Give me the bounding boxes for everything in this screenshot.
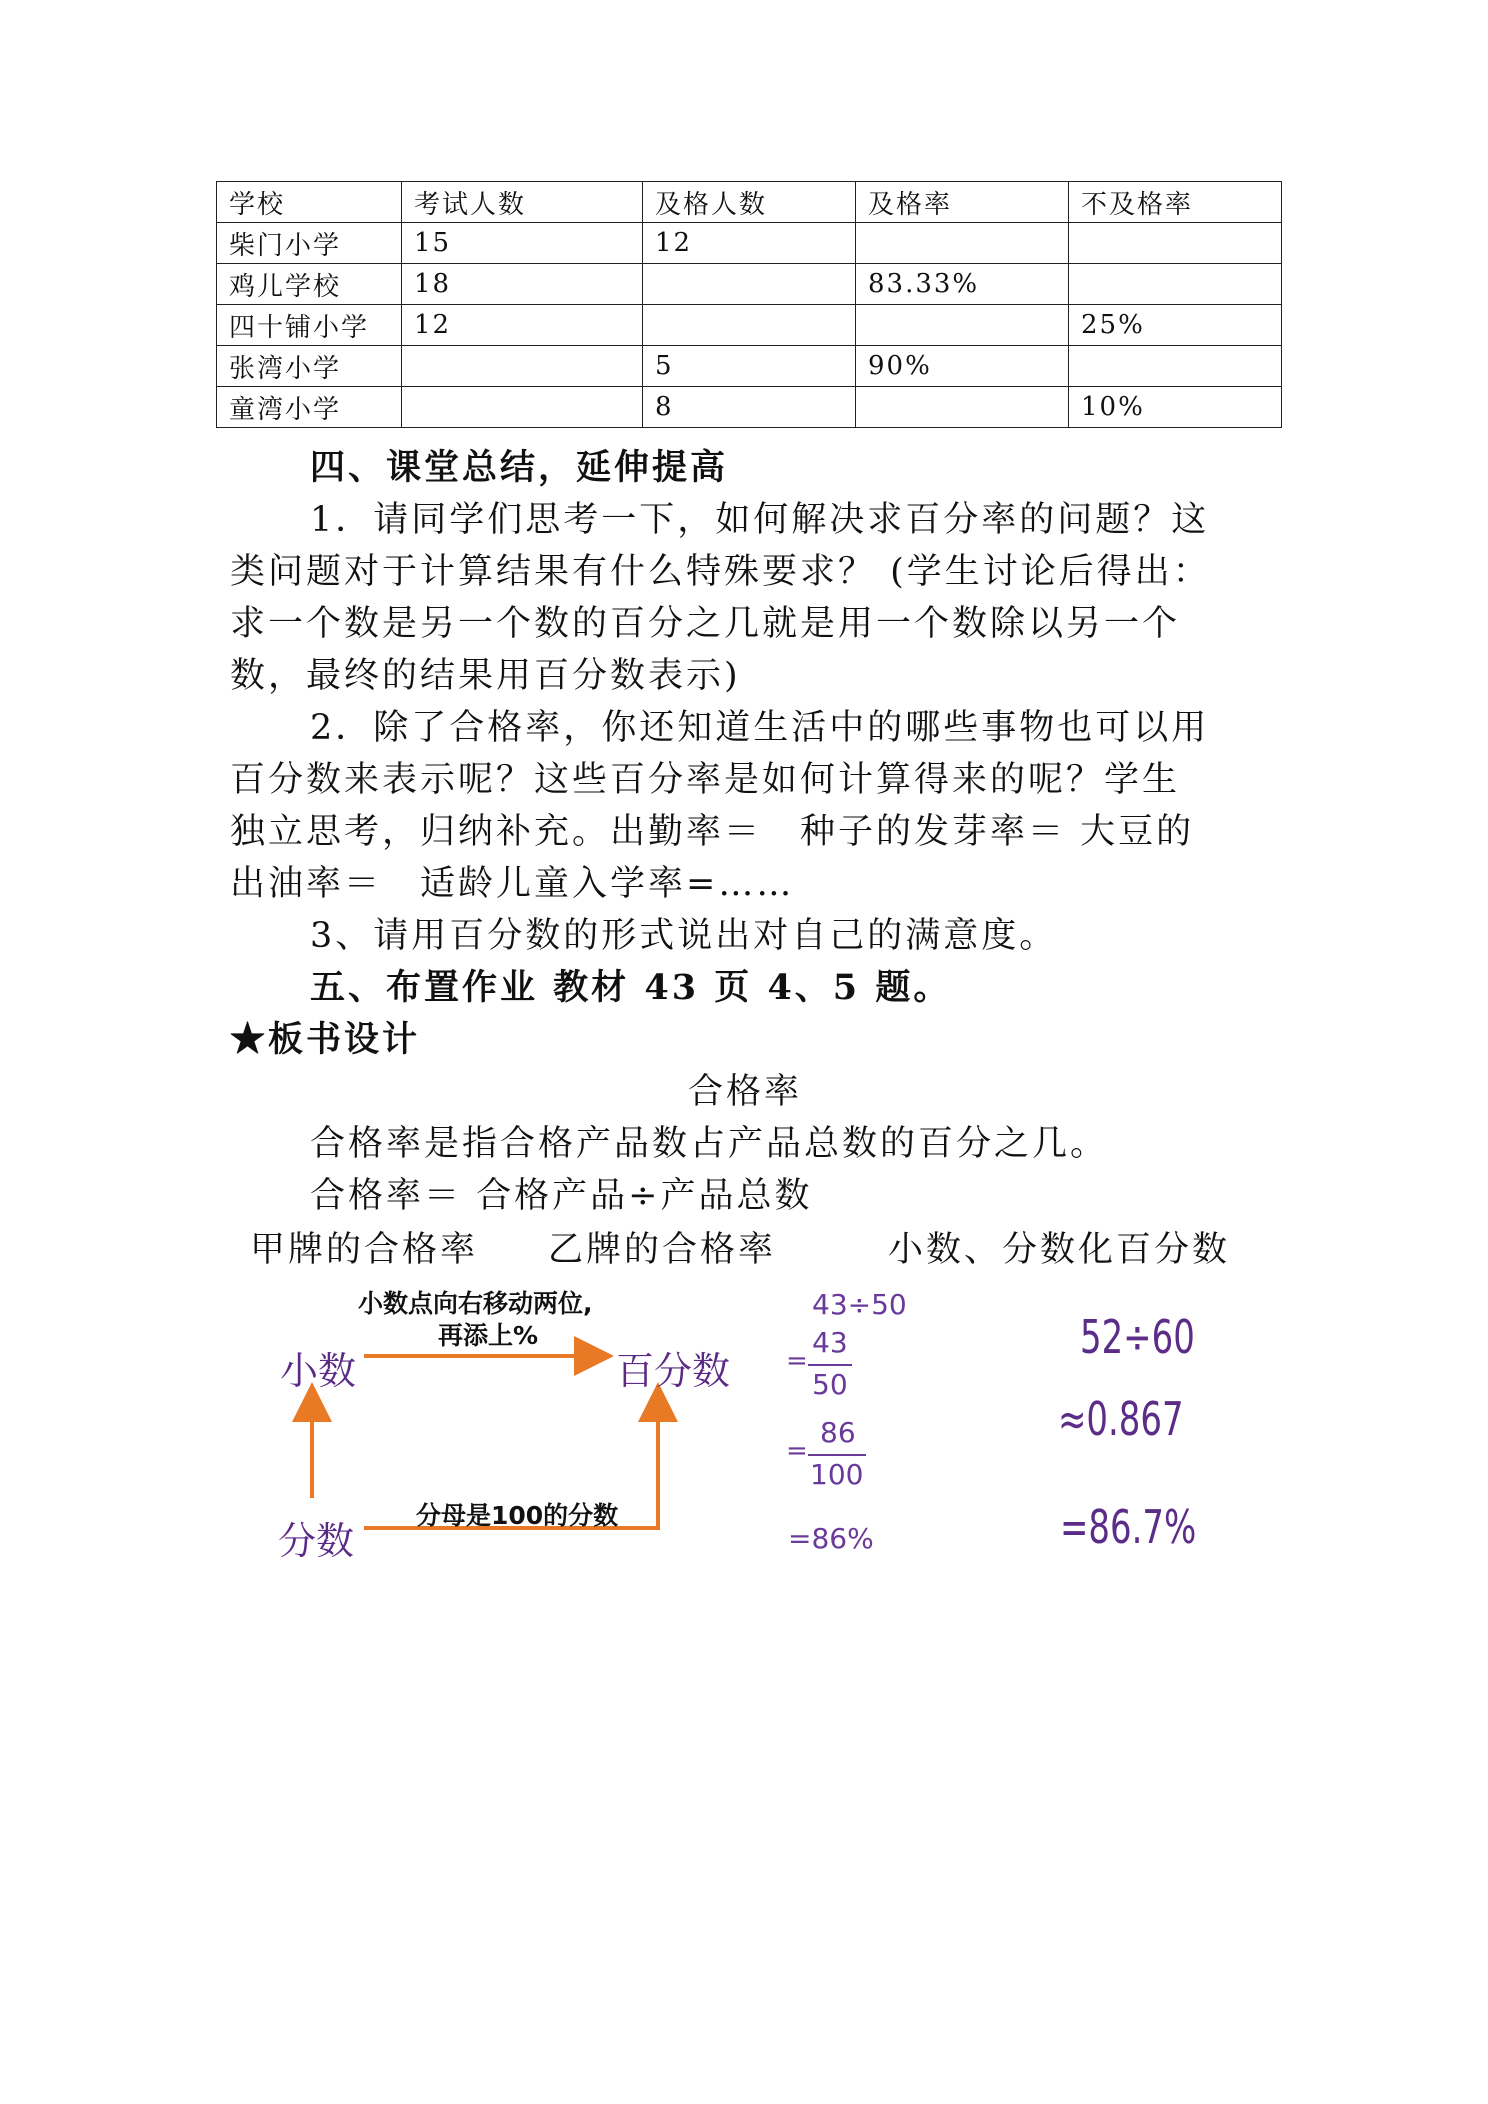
section-heading-homework: 五、布置作业 教材 43 页 4、5 题。 [310, 967, 952, 1008]
table-header-row [217, 182, 1282, 223]
table-header-cell: 不及格率 [1069, 182, 1282, 223]
paragraph-2-line-4: 出油率＝ 适龄儿童入学率=…… [230, 864, 795, 904]
table-cell: 5 [643, 346, 856, 387]
table-cell [856, 223, 1069, 264]
table-cell [856, 387, 1069, 428]
calc-b-approximation: ≈0.867 [1058, 1392, 1184, 1446]
table-cell: 8 [643, 387, 856, 428]
table-cell [643, 305, 856, 346]
table-cell [1069, 223, 1282, 264]
table-cell: 90% [856, 346, 1069, 387]
table-cell: 10% [1069, 387, 1282, 428]
table-header-cell: 及格率 [856, 182, 1069, 223]
paragraph-1-line-1: 1．请同学们思考一下，如何解决求百分率的问题？这 [310, 500, 1210, 540]
board-formula: 合格率＝ 合格产品÷产品总数 [310, 1176, 813, 1216]
calc-a-expression: 43÷50 [812, 1288, 907, 1321]
table-cell: 18 [402, 264, 643, 305]
table-row [217, 223, 1282, 264]
fraction-bar-2 [808, 1454, 866, 1456]
top-arrow-caption-line2: 再添上% [438, 1321, 539, 1350]
board-column-b: 乙牌的合格率 [548, 1230, 777, 1270]
board-title: 合格率 [688, 1072, 803, 1112]
decimal-label: 小数 [280, 1349, 357, 1393]
table-row [217, 346, 1282, 387]
board-design-heading: ★板书设计 [230, 1019, 421, 1060]
calc-a-denominator-2: 100 [810, 1458, 864, 1491]
table-row [217, 305, 1282, 346]
table-cell: 童湾小学 [217, 387, 402, 428]
table-cell [1069, 346, 1282, 387]
top-arrow-caption-line1: 小数点向右移动两位, [358, 1289, 593, 1318]
paragraph-2-line-2: 百分数来表示呢？这些百分率是如何计算得来的呢？学生 [230, 760, 1181, 800]
table-cell [856, 305, 1069, 346]
table-cell: 12 [643, 223, 856, 264]
pass-rate-table [216, 181, 1282, 428]
table-header-cell: 及格人数 [643, 182, 856, 223]
board-column-a: 甲牌的合格率 [250, 1230, 479, 1270]
section-heading-summary: 四、课堂总结，延伸提高 [310, 447, 729, 488]
table-row [217, 264, 1282, 305]
table-header-cell: 学校 [217, 182, 402, 223]
table-cell: 鸡儿学校 [217, 264, 402, 305]
bottom-arrow-caption: 分母是100的分数 [416, 1501, 619, 1530]
table-cell: 15 [402, 223, 643, 264]
calc-b-result: =86.7% [1060, 1500, 1197, 1554]
paragraph-2-line-3: 独立思考，归纳补充。出勤率＝ 种子的发芽率＝ 大豆的 [230, 812, 1195, 852]
paragraph-2-line-1: 2．除了合格率，你还知道生活中的哪些事物也可以用 [310, 708, 1210, 748]
table-row [217, 387, 1282, 428]
table-cell: 柴门小学 [217, 223, 402, 264]
paragraph-1-line-3: 求一个数是另一个数的百分之几就是用一个数除以另一个 [230, 604, 1181, 644]
paragraph-1-line-4: 数，最终的结果用百分数表示) [230, 656, 741, 696]
fraction-bar-1 [808, 1364, 852, 1366]
table-cell: 83.33% [856, 264, 1069, 305]
paragraph-1-line-2: 类问题对于计算结果有什么特殊要求？ (学生讨论后得出： [230, 552, 1211, 592]
table-cell: 四十铺小学 [217, 305, 402, 346]
calc-a-equals-2: = [786, 1436, 808, 1466]
paragraph-3: 3、请用百分数的形式说出对自己的满意度。 [310, 916, 1058, 956]
calc-a-numerator-2: 86 [820, 1416, 856, 1449]
table-cell [643, 264, 856, 305]
calc-a-result: =86% [788, 1522, 874, 1555]
percent-label: 百分数 [616, 1349, 731, 1393]
calc-b-expression: 52÷60 [1080, 1310, 1195, 1364]
board-definition: 合格率是指合格产品数占产品总数的百分之几。 [310, 1124, 1109, 1164]
calc-a-equals-1: = [786, 1346, 808, 1376]
board-column-c: 小数、分数化百分数 [888, 1230, 1231, 1270]
table-cell [402, 387, 643, 428]
fraction-label: 分数 [278, 1519, 355, 1563]
calc-a-numerator-1: 43 [812, 1326, 848, 1359]
table-cell: 张湾小学 [217, 346, 402, 387]
calc-a-denominator-1: 50 [812, 1368, 848, 1401]
table-cell: 25% [1069, 305, 1282, 346]
table-cell [1069, 264, 1282, 305]
table-cell [402, 346, 643, 387]
table-cell: 12 [402, 305, 643, 346]
table-header-cell: 考试人数 [402, 182, 643, 223]
